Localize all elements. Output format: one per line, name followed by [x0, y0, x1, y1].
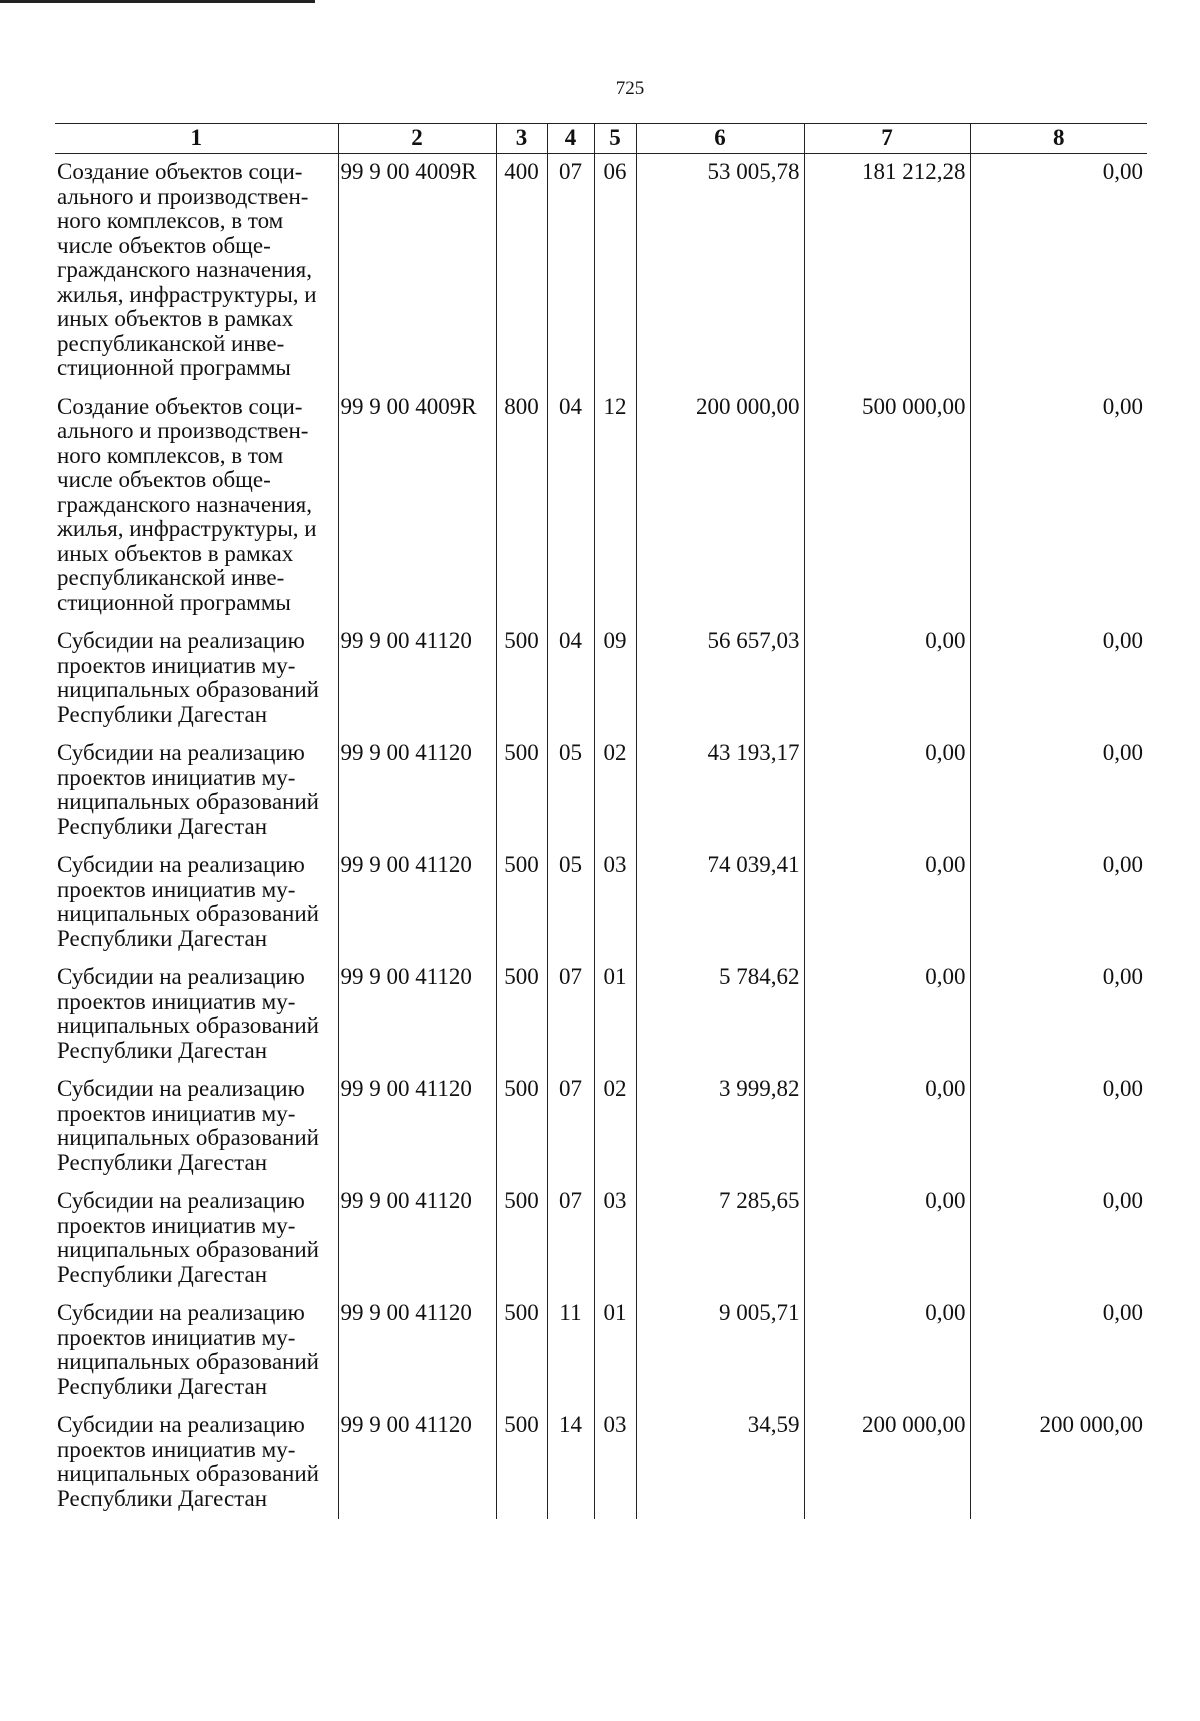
name-line: Республики Дагестан	[57, 701, 267, 727]
column-header-2: 2	[338, 124, 496, 154]
cell-col-6: 56 657,03	[636, 623, 804, 735]
name-line: Республики Дагестан	[57, 1037, 267, 1063]
cell-col-3: 800	[496, 389, 547, 624]
name-line: ального и производствен-	[57, 183, 309, 209]
name-line: республиканской инве-	[57, 330, 285, 356]
cell-name	[55, 389, 338, 624]
name-line: Создание объектов соци-	[57, 393, 303, 419]
cell-col-7: 0,00	[804, 1183, 970, 1295]
cell-col-5: 01	[594, 959, 636, 1071]
name-line: числе объектов обще-	[57, 232, 271, 258]
cell-col-3: 400	[496, 154, 547, 389]
cell-col-3: 500	[496, 735, 547, 847]
name-line: ниципальных образований	[57, 1125, 319, 1150]
cell-name	[55, 959, 338, 1071]
cell-col-6: 3 999,82	[636, 1071, 804, 1183]
cell-col-5: 01	[594, 1295, 636, 1407]
cell-col-6: 200 000,00	[636, 389, 804, 624]
cell-code: 99 9 00 41120	[338, 1407, 496, 1519]
name-line: Субсидии на реализацию	[57, 1300, 305, 1325]
name-line: проектов инициатив му-	[57, 764, 296, 790]
cell-col-5: 02	[594, 735, 636, 847]
name-line: числе объектов обще-	[57, 467, 271, 492]
table-row	[55, 1295, 1147, 1407]
cell-name	[55, 154, 338, 389]
name-line: жилья, инфраструктуры, и	[57, 281, 317, 307]
cell-col-4: 07	[547, 959, 594, 1071]
cell-col-8: 0,00	[970, 1183, 1147, 1295]
cell-code: 99 9 00 41120	[338, 1071, 496, 1183]
name-line: ниципальных образований	[57, 1349, 319, 1374]
name-line: Республики Дагестан	[57, 813, 267, 839]
cell-col-3: 500	[496, 1183, 547, 1295]
name-line: республиканской инве-	[57, 565, 285, 590]
cell-col-8: 0,00	[970, 1071, 1147, 1183]
cell-col-3: 500	[496, 959, 547, 1071]
table-row	[55, 1071, 1147, 1183]
name-line: проектов инициатив му-	[57, 876, 296, 902]
cell-col-7: 200 000,00	[804, 1407, 970, 1519]
name-line: Республики Дагестан	[57, 925, 267, 951]
cell-col-3: 500	[496, 1407, 547, 1519]
name-line: Субсидии на реализацию	[57, 1188, 305, 1213]
cell-col-8: 0,00	[970, 389, 1147, 624]
name-line: Республики Дагестан	[57, 1261, 267, 1287]
cell-col-5: 03	[594, 1407, 636, 1519]
name-line: Субсидии на реализацию	[57, 1076, 305, 1101]
cell-col-7: 500 000,00	[804, 389, 970, 624]
cell-col-6: 5 784,62	[636, 959, 804, 1071]
table-row	[55, 1183, 1147, 1295]
cell-name	[55, 1407, 338, 1519]
name-line: проектов инициатив му-	[57, 652, 296, 678]
name-line: ного комплексов, в том	[57, 442, 284, 468]
name-line: проектов инициатив му-	[57, 1436, 296, 1462]
column-header-7: 7	[804, 124, 970, 154]
name-line: ниципальных образований	[57, 1237, 319, 1262]
cell-col-7: 0,00	[804, 735, 970, 847]
column-header-3: 3	[496, 124, 547, 154]
name-line: проектов инициатив му-	[57, 1324, 296, 1350]
cell-col-8: 0,00	[970, 959, 1147, 1071]
name-line: проектов инициатив му-	[57, 1212, 296, 1238]
cell-col-5: 03	[594, 1183, 636, 1295]
name-line: Республики Дагестан	[57, 1485, 267, 1511]
table-row	[55, 623, 1147, 735]
name-line: ного комплексов, в том	[57, 208, 284, 233]
cell-name	[55, 735, 338, 847]
name-line: иных объектов в рамках	[57, 306, 294, 331]
name-line: иных объектов в рамках	[57, 540, 294, 566]
cell-col-8: 200 000,00	[970, 1407, 1147, 1519]
cell-col-6: 7 285,65	[636, 1183, 804, 1295]
name-line: Субсидии на реализацию	[57, 852, 305, 877]
cell-code: 99 9 00 41120	[338, 623, 496, 735]
budget-table	[55, 123, 1147, 1519]
name-line: Субсидии на реализацию	[57, 964, 305, 989]
cell-col-5: 02	[594, 1071, 636, 1183]
cell-col-3: 500	[496, 1071, 547, 1183]
table-row	[55, 389, 1147, 624]
name-line: проектов инициатив му-	[57, 988, 296, 1014]
cell-name	[55, 1071, 338, 1183]
cell-code: 99 9 00 41120	[338, 735, 496, 847]
cell-col-4: 04	[547, 623, 594, 735]
cell-name	[55, 623, 338, 735]
name-line: стиционной программы	[57, 589, 291, 615]
name-line: ниципальных образований	[57, 1461, 319, 1486]
cell-col-7: 0,00	[804, 847, 970, 959]
page-number: 725	[615, 78, 645, 99]
cell-col-8: 0,00	[970, 623, 1147, 735]
column-header-6: 6	[636, 124, 804, 154]
cell-col-4: 07	[547, 1183, 594, 1295]
name-line: Республики Дагестан	[57, 1149, 267, 1175]
cell-col-6: 34,59	[636, 1407, 804, 1519]
cell-name	[55, 1295, 338, 1407]
column-header-5: 5	[594, 124, 636, 154]
name-line: гражданского назначения,	[57, 491, 312, 517]
cell-col-4: 11	[547, 1295, 594, 1407]
cell-code: 99 9 00 41120	[338, 959, 496, 1071]
table-row	[55, 154, 1147, 389]
cell-col-3: 500	[496, 623, 547, 735]
cell-col-7: 0,00	[804, 959, 970, 1071]
cell-col-7: 0,00	[804, 1295, 970, 1407]
name-line: стиционной программы	[57, 355, 291, 380]
column-header-1: 1	[55, 124, 338, 154]
top-rule	[0, 0, 315, 3]
cell-col-5: 12	[594, 389, 636, 624]
name-line: Республики Дагестан	[57, 1373, 267, 1399]
name-line: Субсидии на реализацию	[57, 1412, 305, 1437]
table-row	[55, 847, 1147, 959]
cell-col-8: 0,00	[970, 154, 1147, 389]
cell-col-6: 43 193,17	[636, 735, 804, 847]
cell-code: 99 9 00 4009R	[338, 389, 496, 624]
cell-col-4: 07	[547, 1071, 594, 1183]
cell-name	[55, 1183, 338, 1295]
header-row	[55, 124, 1147, 154]
name-line: ниципальных образований	[57, 901, 319, 926]
cell-col-3: 500	[496, 1295, 547, 1407]
name-line: Субсидии на реализацию	[57, 628, 305, 653]
cell-col-6: 74 039,41	[636, 847, 804, 959]
cell-col-4: 14	[547, 1407, 594, 1519]
cell-col-4: 04	[547, 389, 594, 624]
column-header-8: 8	[970, 124, 1147, 154]
name-line: ального и производствен-	[57, 418, 309, 443]
table-row	[55, 735, 1147, 847]
cell-col-4: 07	[547, 154, 594, 389]
cell-col-6: 9 005,71	[636, 1295, 804, 1407]
name-line: Субсидии на реализацию	[57, 740, 305, 765]
cell-col-5: 06	[594, 154, 636, 389]
name-line: гражданского назначения,	[57, 257, 312, 282]
name-line: ниципальных образований	[57, 677, 319, 702]
column-header-4: 4	[547, 124, 594, 154]
name-line: ниципальных образований	[57, 789, 319, 814]
cell-col-8: 0,00	[970, 735, 1147, 847]
table-container	[55, 123, 1147, 1519]
cell-col-4: 05	[547, 735, 594, 847]
cell-code: 99 9 00 41120	[338, 1183, 496, 1295]
name-line: Создание объектов соци-	[57, 159, 303, 184]
name-line: ниципальных образований	[57, 1013, 319, 1038]
table-body	[55, 154, 1147, 1520]
cell-col-8: 0,00	[970, 1295, 1147, 1407]
name-line: проектов инициатив му-	[57, 1100, 296, 1126]
cell-col-5: 09	[594, 623, 636, 735]
cell-col-7: 181 212,28	[804, 154, 970, 389]
cell-code: 99 9 00 41120	[338, 847, 496, 959]
table-row	[55, 959, 1147, 1071]
cell-code: 99 9 00 4009R	[338, 154, 496, 389]
cell-col-8: 0,00	[970, 847, 1147, 959]
cell-col-4: 05	[547, 847, 594, 959]
cell-col-7: 0,00	[804, 623, 970, 735]
cell-col-7: 0,00	[804, 1071, 970, 1183]
table-row	[55, 1407, 1147, 1519]
cell-col-3: 500	[496, 847, 547, 959]
name-line: жилья, инфраструктуры, и	[57, 516, 317, 541]
cell-col-5: 03	[594, 847, 636, 959]
cell-name	[55, 847, 338, 959]
cell-code: 99 9 00 41120	[338, 1295, 496, 1407]
cell-col-6: 53 005,78	[636, 154, 804, 389]
